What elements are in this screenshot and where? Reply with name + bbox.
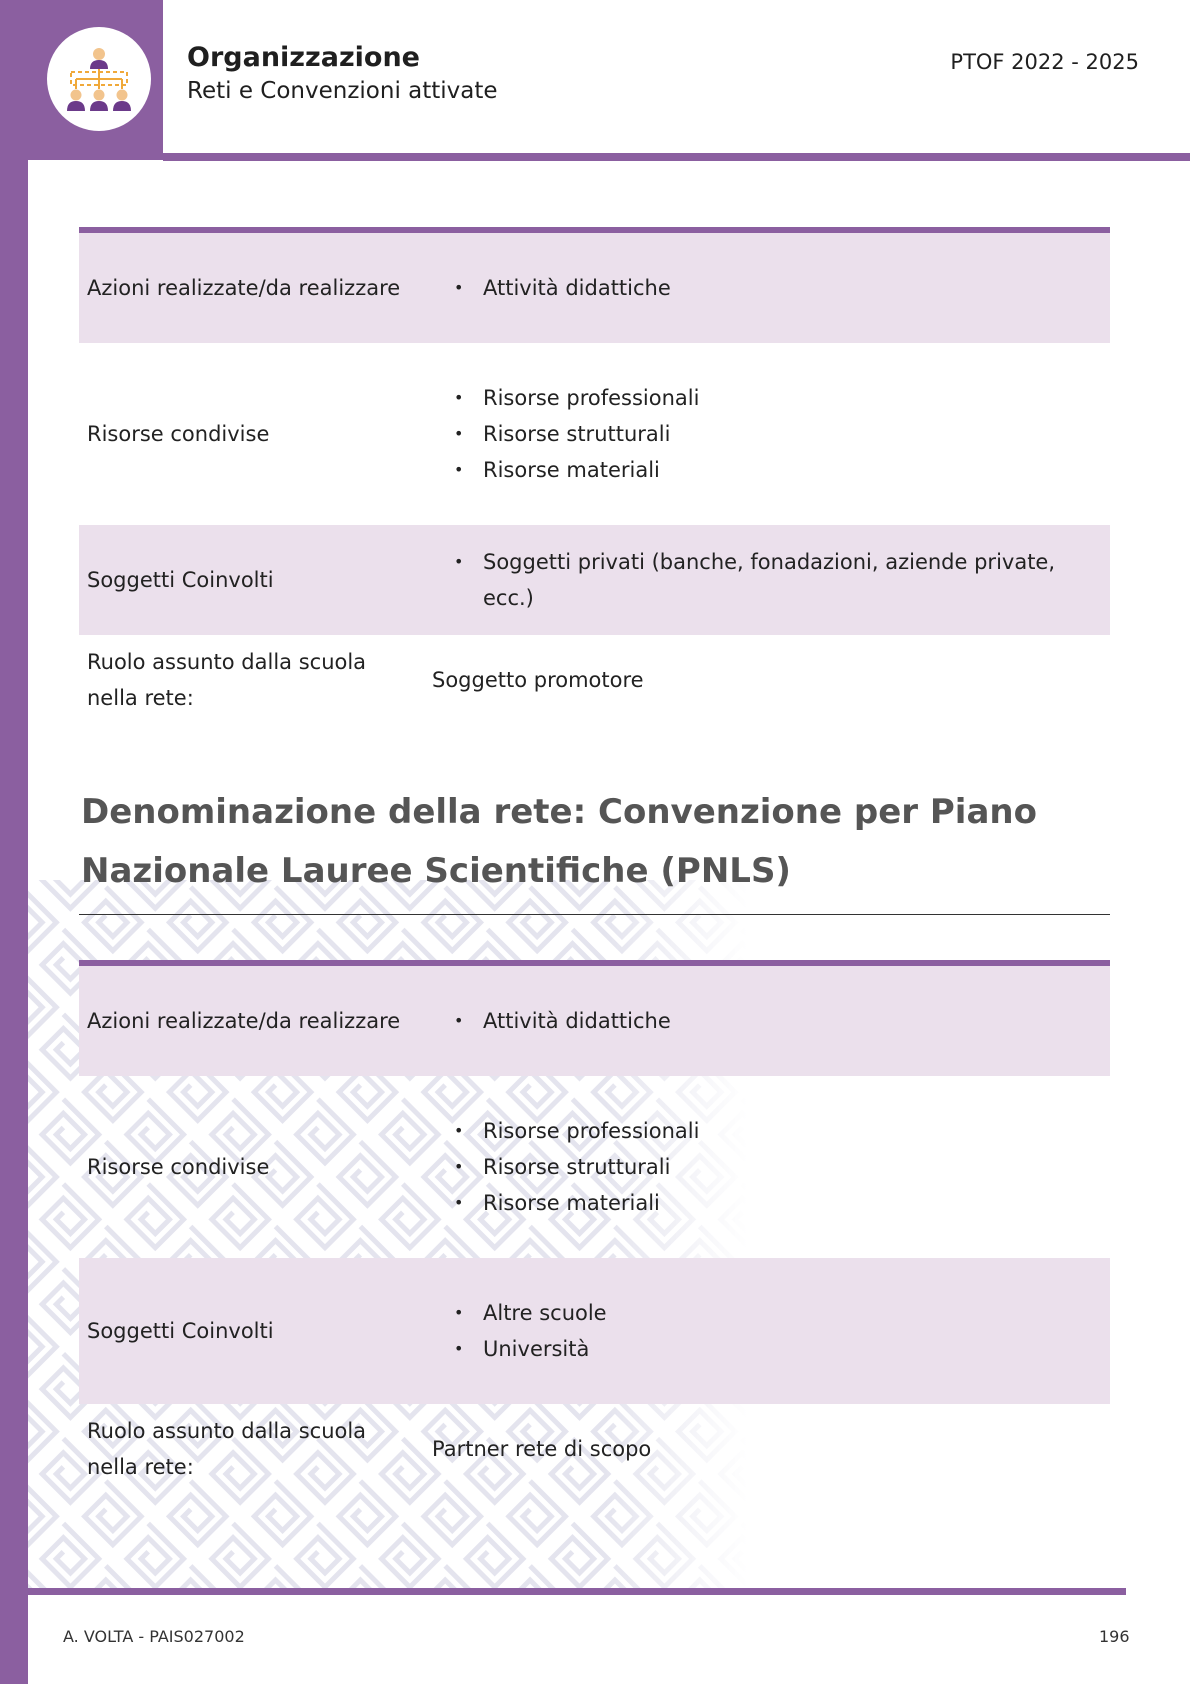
network-heading [81,783,1081,901]
list-item: • Risorse materiali [454,1185,1110,1221]
row-label-line: Ruolo assunto dalla scuola [87,650,367,674]
table-row-risorse [79,1076,1110,1258]
list-item: • Risorse strutturali [454,416,1110,452]
bullet-list [432,1295,1110,1367]
row-value [432,1113,1110,1221]
ptof-label: PTOF 2022 - 2025 [950,50,1139,74]
row-value [432,1295,1110,1367]
row-label: Soggetti Coinvolti [87,568,274,592]
page-subtitle: Reti e Convenzioni attivate [187,78,498,104]
left-accent-bar [0,0,28,1684]
row-label [79,644,432,716]
network-table-1 [79,227,1110,725]
header-rule [163,153,1190,161]
table-row-ruolo [79,1404,1110,1494]
list-item: • Soggetti privati (banche, fonadazioni, aziende private, ecc.) [454,544,1110,616]
heading-divider [79,914,1110,915]
footer-rule [28,1588,1126,1595]
row-value: Soggetto promotore [432,668,644,692]
row-value [432,544,1110,616]
list-item: • Attività didattiche [454,1003,1110,1039]
bullet-list [432,1003,1110,1039]
row-value: Partner rete di scopo [432,1437,652,1461]
row-label-line: nella rete: [87,686,194,710]
list-item: • Attività didattiche [454,270,1110,306]
row-label-line: Ruolo assunto dalla scuola [87,1419,367,1443]
row-value [432,380,1110,488]
list-item: • Risorse professionali [454,1113,1110,1149]
row-label: Risorse condivise [87,422,270,446]
table-row-azioni [79,233,1110,343]
table-row-ruolo [79,635,1110,725]
bullet-list [432,270,1110,306]
page-number: 196 [1099,1627,1130,1646]
row-value [432,1003,1110,1039]
row-label [79,1413,432,1485]
row-label: Azioni realizzate/da realizzare [87,1009,401,1033]
section-logo [47,27,151,131]
list-item: • Università [454,1331,1110,1367]
row-value [432,270,1110,306]
organization-chart-icon [64,45,134,113]
bullet-list [432,544,1110,616]
table-row-risorse [79,343,1110,525]
row-label: Azioni realizzate/da realizzare [87,276,401,300]
network-heading-line: Nazionale Lauree Scientifiche (PNLS) [81,851,791,891]
row-label: Risorse condivise [87,1155,270,1179]
page-title: Organizzazione [187,42,420,73]
footer-school: A. VOLTA - PAIS027002 [63,1627,245,1646]
table-row-azioni [79,966,1110,1076]
table-row-soggetti [79,525,1110,635]
table-row-soggetti [79,1258,1110,1404]
bullet-list [432,1113,1110,1221]
row-label: Soggetti Coinvolti [87,1319,274,1343]
network-table-2 [79,960,1110,1494]
list-item: • Altre scuole [454,1295,1110,1331]
list-item: • Risorse materiali [454,452,1110,488]
network-heading-line: Denominazione della rete: Convenzione per Piano [81,792,1037,832]
row-label-line: nella rete: [87,1455,194,1479]
list-item: • Risorse professionali [454,380,1110,416]
bullet-list [432,380,1110,488]
list-item: • Risorse strutturali [454,1149,1110,1185]
